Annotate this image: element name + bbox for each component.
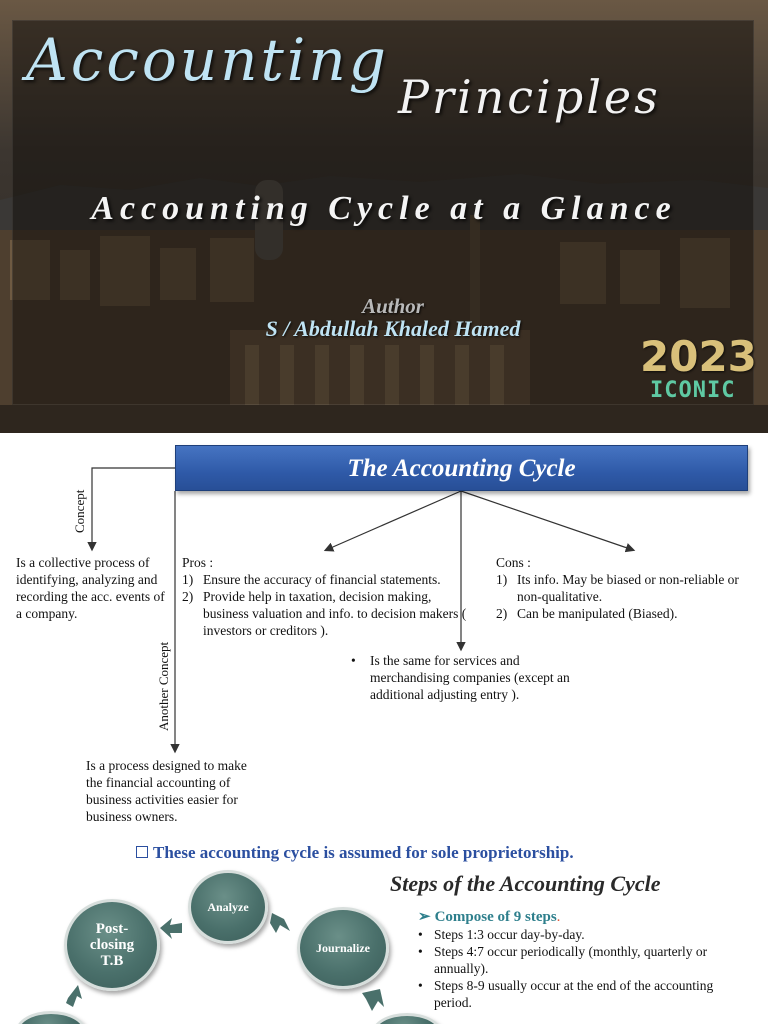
concept-text: Is a collective process of identifying, analyzing and recording the acc. events of a company. [16,555,165,621]
pros-heading: Pros : [182,555,214,570]
cons-item: 1) Its info. May be biased or non-reliable or non-qualitative. [496,572,739,604]
author-name: S / Abdullah Khaled Hamed [265,316,521,341]
concept-label: Concept [72,489,87,533]
steps-item: • Steps 4:7 occur periodically (monthly, quarterly or annually). [418,944,708,976]
another-concept-text: Is a process designed to make the financial accounting of business activities easier for business owners. [86,758,247,824]
cons-block [496,554,761,622]
year-badge: 2023 [640,332,757,381]
accounting-cycle-page [0,433,768,1024]
assumption-note: These accounting cycle is assumed for sole proprietorship. [136,843,574,863]
cover-subtitle: Accounting Cycle at a Glance [91,190,677,227]
pros-item: 1) Ensure the accuracy of financial statements. [182,572,441,587]
author-label: Author [362,294,424,318]
checkbox-square-icon [136,846,148,858]
accounting-cycle-banner: The Accounting Cycle [175,445,748,491]
cons-item: 2) Can be manipulated (Biased). [496,606,678,621]
cons-list [496,571,761,622]
pros-block [182,554,467,639]
same-note: • Is the same for services and merchandising companies (except an additional adjusting entry ). [351,653,570,702]
another-concept-label: Another Concept [156,641,171,731]
step-circle-post-closing: Post- closing T.B [64,899,160,991]
step-circle-journalize: Journalize [297,907,389,989]
pros-item: 2) Provide help in taxation, decision making, business valuation and info. to decision makers ( investors or creditors ). [182,589,467,638]
cons-heading: Cons : [496,555,531,570]
brand-logo: ICONIC [650,378,736,403]
step-circle-analyze: Analyze [188,870,268,944]
steps-item: • Steps 1:3 occur day-by-day. [418,927,585,942]
cover-title-main: Accounting [26,26,389,94]
cover-title-sub: Principles [398,70,661,124]
arrow-bullet-icon: ➢ [418,909,431,925]
steps-item: • Steps 8-9 usually occur at the end of the accounting period. [418,978,714,1010]
pros-list [182,571,467,639]
steps-title: Steps of the Accounting Cycle [390,871,661,896]
steps-list [418,926,748,1011]
compose-line: ➢ Compose of 9 steps. [418,909,561,925]
cover-slide [0,0,768,433]
